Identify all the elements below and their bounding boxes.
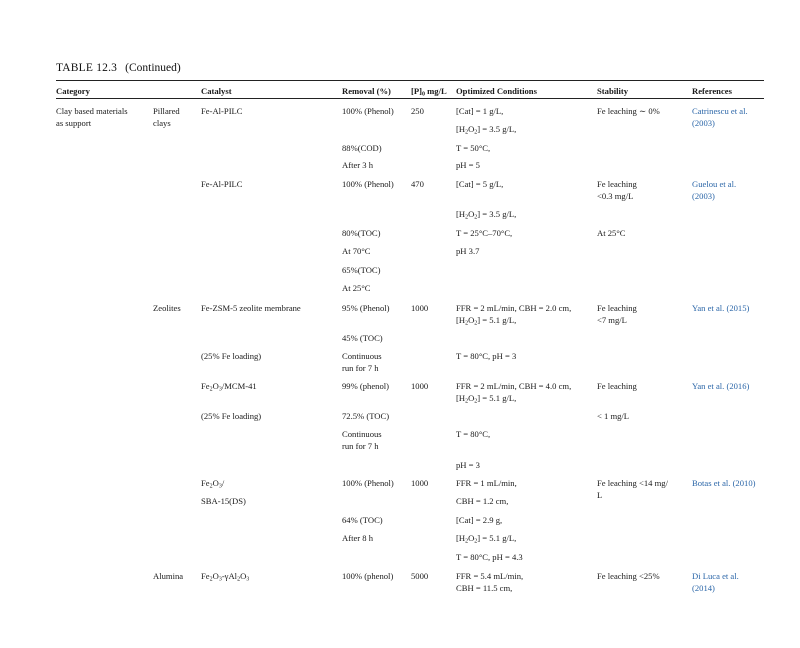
r2-removal-5: At 25°C — [342, 283, 371, 293]
header-p0-sub: 0 — [421, 91, 425, 98]
r6-catalyst-a: Fe — [201, 571, 210, 581]
r5-catalyst-2: SBA-15(DS) — [201, 496, 246, 506]
r6-ref-1[interactable]: Di Luca et al. — [692, 571, 739, 581]
r5-catalyst-b: 2 — [209, 483, 213, 490]
r4-catalyst — [201, 381, 257, 392]
r3-p0: 1000 — [411, 303, 429, 313]
header-rule — [56, 98, 764, 99]
r6-stability: Fe leaching <25% — [597, 571, 660, 581]
table-label: TABLE 12.3 — [56, 62, 118, 74]
r4-removal-1: 99% (phenol) — [342, 381, 390, 391]
r5-catalyst-e: / — [221, 478, 225, 488]
r1-cond-1: [Cat] = 1 g/L, — [456, 106, 504, 116]
r4-cond-2-c: O — [468, 393, 475, 403]
subcategory-alumina: Alumina — [153, 571, 184, 581]
r4-ref[interactable]: Yan et al. (2016) — [692, 381, 750, 391]
r6-catalyst-d: 3 — [218, 576, 222, 583]
r4-cond-2-d: 2 — [474, 398, 478, 405]
r4-cond-3: T = 80°C, — [456, 429, 491, 439]
table-title — [56, 62, 181, 74]
r1-cond-3: T = 50°C, — [456, 143, 491, 153]
r3-cond-2-d: 2 — [474, 320, 478, 327]
r3-cond-2-c: O — [468, 315, 475, 325]
header-category: Category — [56, 86, 90, 96]
r5-removal-1: 100% (Phenol) — [342, 478, 394, 488]
r5-cond-4-c: O — [468, 533, 475, 543]
r5-cond-3: [Cat] = 2.9 g, — [456, 515, 503, 525]
r1-removal-1: 100% (Phenol) — [342, 106, 394, 116]
r4-removal-3: Continuous — [342, 429, 382, 439]
r5-cond-4-d: 2 — [474, 538, 478, 545]
r2-cond-2-a: [H — [456, 209, 466, 219]
r6-catalyst-g: O — [240, 571, 247, 581]
r4-catalyst-2: (25% Fe loading) — [201, 411, 262, 421]
r3-catalyst: Fe-ZSM-5 zeolite membrane — [201, 303, 301, 313]
r2-p0: 470 — [411, 179, 424, 189]
top-rule — [56, 80, 764, 81]
r4-catalyst-e: /MCM-41 — [221, 381, 257, 391]
header-conditions: Optimized Conditions — [456, 86, 537, 96]
r5-cond-2: CBH = 1.2 cm, — [456, 496, 509, 506]
r2-stability-2: <0.3 mg/L — [597, 191, 634, 201]
r2-cond-2-e: ] = 3.5 g/L, — [477, 209, 517, 219]
r1-p0: 250 — [411, 106, 424, 116]
r3-stability-2: <7 mg/L — [597, 315, 627, 325]
r2-removal-4: 65%(TOC) — [342, 265, 381, 275]
header-stability: Stability — [597, 86, 629, 96]
r1-cond-2-e: ] = 3.5 g/L, — [477, 124, 517, 134]
r4-removal-4: run for 7 h — [342, 441, 379, 451]
r3-cond-2-a: [H — [456, 315, 466, 325]
r4-removal-2: 72.5% (TOC) — [342, 411, 390, 421]
r2-ref-2[interactable]: (2003) — [692, 191, 715, 201]
category-line-2: as support — [56, 118, 92, 128]
r1-catalyst: Fe-Al-PILC — [201, 106, 243, 116]
r3-catalyst-2: (25% Fe loading) — [201, 351, 262, 361]
r5-catalyst-a: Fe — [201, 478, 210, 488]
r4-catalyst-a: Fe — [201, 381, 210, 391]
r6-catalyst-c: O — [212, 571, 219, 581]
r5-stability-2: L — [597, 490, 603, 500]
r4-catalyst-b: 2 — [209, 386, 213, 393]
category-line-1: Clay based materials — [56, 106, 128, 116]
r5-p0: 1000 — [411, 478, 429, 488]
header-p0 — [411, 86, 447, 97]
r1-removal-2: 88%(COD) — [342, 143, 382, 153]
r3-removal-2: 45% (TOC) — [342, 333, 383, 343]
r2-cond-2-c: O — [468, 209, 475, 219]
r6-removal: 100% (phenol) — [342, 571, 394, 581]
subcategory-pillared-1: Pillared — [153, 106, 180, 116]
r1-cond-2-b: 2 — [465, 129, 469, 136]
header-references: References — [692, 86, 732, 96]
r3-stability-1: Fe leaching — [597, 303, 637, 313]
r2-removal-1: 100% (Phenol) — [342, 179, 394, 189]
r5-cond-1: FFR = 1 mL/min, — [456, 478, 517, 488]
r2-cond-3: T = 25°C–70°C, — [456, 228, 513, 238]
header-catalyst: Catalyst — [201, 86, 232, 96]
r2-catalyst: Fe-Al-PILC — [201, 179, 243, 189]
r1-cond-2 — [456, 124, 516, 135]
header-removal: Removal (%) — [342, 86, 391, 96]
r4-stability-2: < 1 mg/L — [597, 411, 630, 421]
r1-ref-1[interactable]: Catrinescu et al. — [692, 106, 748, 116]
r3-removal-3: Continuous — [342, 351, 382, 361]
r5-catalyst-c: O — [212, 478, 219, 488]
r2-cond-2 — [456, 209, 516, 220]
header-p0-symbol: [P] — [411, 86, 422, 96]
r5-cond-4-a: [H — [456, 533, 466, 543]
r3-removal-1: 95% (Phenol) — [342, 303, 390, 313]
r3-cond-1: FFR = 2 mL/min, CBH = 2.0 cm, — [456, 303, 572, 313]
r6-catalyst-e: -γAl — [221, 571, 238, 581]
r6-ref-2[interactable]: (2014) — [692, 583, 715, 593]
r2-stability-3: At 25°C — [597, 228, 626, 238]
subcategory-pillared-2: clays — [153, 118, 171, 128]
r5-cond-5: T = 80°C, pH = 4.3 — [456, 552, 523, 562]
r5-catalyst — [201, 478, 224, 489]
r2-removal-2: 80%(TOC) — [342, 228, 381, 238]
r4-catalyst-d: 3 — [218, 386, 222, 393]
r2-cond-2-b: 2 — [465, 214, 469, 221]
r5-cond-4-b: 2 — [465, 538, 469, 545]
r1-stability: Fe leaching ∼ 0% — [597, 106, 660, 116]
r5-removal-3: After 8 h — [342, 533, 374, 543]
subcategory-zeolites: Zeolites — [153, 303, 181, 313]
r6-catalyst — [201, 571, 249, 582]
r1-cond-4: pH = 5 — [456, 160, 480, 170]
r2-ref-1[interactable]: Guelou et al. — [692, 179, 737, 189]
r2-cond-1: [Cat] = 5 g/L, — [456, 179, 504, 189]
r3-cond-2-b: 2 — [465, 320, 469, 327]
table-note: (Continued) — [125, 62, 181, 74]
r4-cond-1: FFR = 2 mL/min, CBH = 4.0 cm, — [456, 381, 572, 391]
r4-stability-1: Fe leaching — [597, 381, 637, 391]
r1-cond-2-a: [H — [456, 124, 466, 134]
r6-catalyst-f: 2 — [237, 576, 241, 583]
r4-p0: 1000 — [411, 381, 429, 391]
r5-cond-4 — [456, 533, 516, 544]
r1-cond-2-d: 2 — [474, 129, 478, 136]
r5-cond-4-e: ] = 5.1 g/L, — [477, 533, 517, 543]
r3-cond-3: T = 80°C, pH = 3 — [456, 351, 517, 361]
r5-catalyst-d: 3 — [218, 483, 222, 490]
r2-removal-3: At 70°C — [342, 246, 371, 256]
r1-ref-2[interactable]: (2003) — [692, 118, 715, 128]
r3-cond-2-e: ] = 5.1 g/L, — [477, 315, 517, 325]
r4-cond-4: pH = 3 — [456, 460, 480, 470]
r4-cond-2-e: ] = 5.1 g/L, — [477, 393, 517, 403]
r3-removal-4: run for 7 h — [342, 363, 379, 373]
r5-stability-1: Fe leaching <14 mg/ — [597, 478, 668, 488]
r1-cond-2-c: O — [468, 124, 475, 134]
r6-catalyst-b: 2 — [209, 576, 213, 583]
r5-ref[interactable]: Botas et al. (2010) — [692, 478, 756, 488]
r4-cond-2-b: 2 — [465, 398, 469, 405]
r6-cond-1: FFR = 5.4 mL/min, — [456, 571, 524, 581]
r2-cond-4: pH 3.7 — [456, 246, 480, 256]
r3-ref[interactable]: Yan et al. (2015) — [692, 303, 750, 313]
r2-stability-1: Fe leaching — [597, 179, 637, 189]
r6-catalyst-h: 3 — [246, 576, 250, 583]
r3-cond-2 — [456, 315, 516, 326]
r6-cond-2: CBH = 11.5 cm, — [456, 583, 513, 593]
r2-cond-2-d: 2 — [474, 214, 478, 221]
header-p0-unit: mg/L — [424, 86, 447, 96]
r4-cond-2-a: [H — [456, 393, 466, 403]
r5-removal-2: 64% (TOC) — [342, 515, 383, 525]
r4-cond-2 — [456, 393, 516, 404]
r4-catalyst-c: O — [212, 381, 219, 391]
r1-removal-3: After 3 h — [342, 160, 374, 170]
r6-p0: 5000 — [411, 571, 429, 581]
